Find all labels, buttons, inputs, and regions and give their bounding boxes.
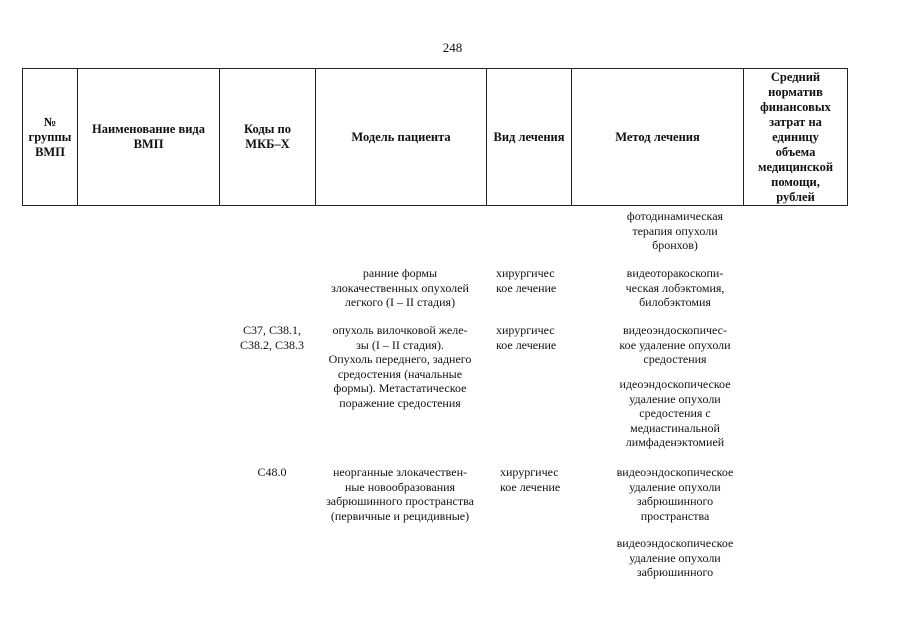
method-retroperitoneal-a: видеоэндоскопическое удаление опухоли забрюшинного пространства (616, 465, 734, 523)
header-treatment-type: Вид лечения (487, 69, 572, 205)
codes-c48: C48.0 (257, 465, 287, 479)
header-patient-model: Модель пациента (316, 69, 487, 205)
header-group-number: № группы ВМП (23, 69, 78, 205)
method-mediastinum-b: идеоэндоскопическое удаление опухоли средостения с медиастинальной лимфаденэктомией (619, 377, 731, 450)
codes-c37: C37, C38.1, C38.2, C38.3 (239, 323, 304, 352)
treatment-surgical-1: хирургичес кое лечение (496, 266, 557, 295)
method-mediastinum-a: видеоэндоскопичес- кое удаление опухоли средостения (619, 323, 731, 367)
table-header (22, 68, 848, 206)
method-retroperitoneal-b: видеоэндоскопическое удаление опухоли забрюшинного (616, 536, 734, 580)
header-icd-codes: Коды по МКБ–Х (220, 69, 316, 205)
header-average-cost: Средний норматив финансовых затрат на единицу объема медицинской помощи, рублей (757, 69, 834, 204)
header-vmp-name: Наименование вида ВМП (78, 69, 220, 205)
header-treatment-method: Метод лечения (572, 69, 744, 205)
model-early-lung: ранние формы злокачественных опухолей легкого (I – II стадия) (331, 266, 469, 310)
page-number: 248 (442, 40, 463, 55)
model-thymus: опухоль вилочковой желе- зы (I – II стадия). Опухоль переднего, заднего средостения (начальные формы). Метастатическое поражение средостения (328, 323, 472, 410)
method-lobectomy: видеоторакоскопи- ческая лобэктомия, билобэктомия (625, 266, 725, 310)
method-photodynamic: фотодинамическая терапия опухоли бронхов) (626, 209, 724, 253)
treatment-surgical-2: хирургичес кое лечение (496, 323, 557, 352)
model-retroperitoneal: неорганные злокачествен- ные новообразования забрюшинного пространства (первичные и рецидивные) (326, 465, 474, 523)
treatment-surgical-3: хирургичес кое лечение (500, 465, 561, 494)
